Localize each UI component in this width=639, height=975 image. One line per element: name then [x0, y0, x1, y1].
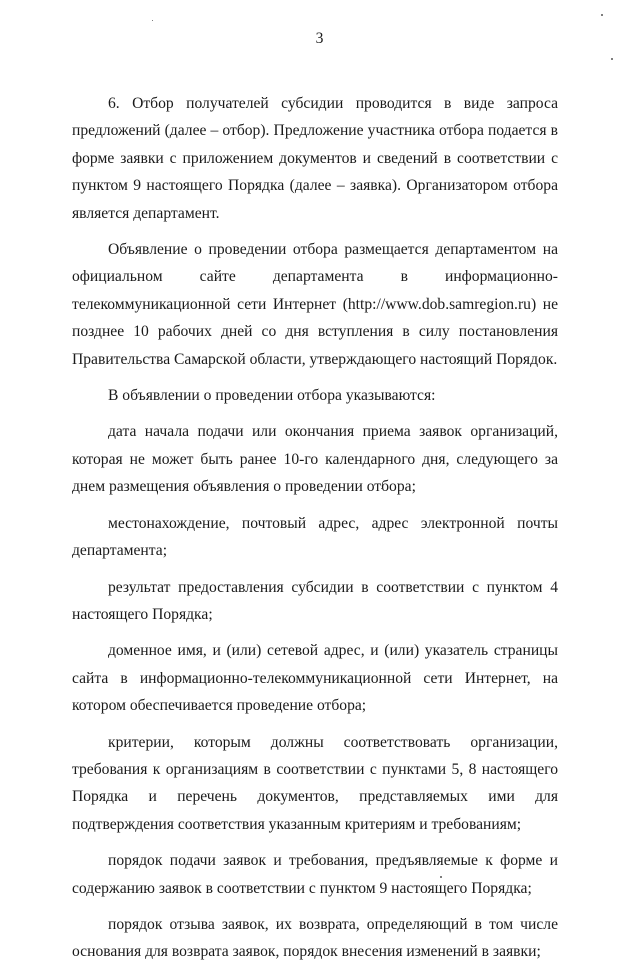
- paragraph-department-address: местонахождение, почтовый адрес, адрес электронной почты департамента;: [72, 514, 558, 560]
- paragraph-criteria: критерии, которым должны соответствовать организации, требования к организациям в соответствии с пунктами 5, 8 настоящего Порядка и перечень документов, представляемых ими для подтверждения соответствия указанным критериям и требованиям;: [72, 733, 558, 833]
- paragraph-submission-procedure: порядок подачи заявок и требования, предъявляемые к форме и содержанию заявок в соответствии с пунктом 9 настоящего Порядка;: [72, 852, 558, 897]
- scan-speck: [611, 58, 613, 60]
- paragraph-announcement-placement: Объявление о проведении отбора размещается департаментом на официальном сайте департамента в информационно-телекоммуникационной сети Интернет (http://www.dob.samregion.ru) не позднее 10 рабочих дней со дня вступления в силу постановления Правительства Самарской области, утверждающего настоящий Порядок.: [72, 241, 558, 368]
- paragraph-announcement-contents: В объявлении о проведении отбора указываются:: [108, 387, 436, 405]
- paragraph-application-dates: дата начала подачи или окончания приема заявок организаций, которая не может быть ранее 10-го календарного дня, следующего за днем размещения объявления о проведении отбора;: [72, 423, 558, 496]
- page-number: 3: [315, 30, 324, 47]
- paragraph-subsidy-result: результат предоставления субсидии в соответствии с пунктом 4 настоящего Порядка;: [72, 578, 558, 623]
- paragraph-selection-method: 6. Отбор получателей субсидии проводится в виде запроса предложений (далее – отбор). Предложение участника отбора подается в форме заявки с приложением документов и сведений в соответствии с пунктом 9 настоящего Порядка (далее – заявка). Организатором отбора является департамент.: [72, 95, 558, 222]
- scan-speck: [601, 14, 603, 16]
- paragraph-withdrawal-procedure: порядок отзыва заявок, их возврата, определяющий в том числе основания для возврата заявок, порядок внесения изменений в заявки;: [72, 915, 558, 961]
- scan-speck: [152, 20, 153, 21]
- document-body: [72, 90, 558, 975]
- paragraph-domain-name: доменное имя, и (или) сетевой адрес, и (или) указатель страницы сайта в информационно-телекоммуникационной сети Интернет, на котором обеспечивается проведение отбора;: [72, 642, 558, 715]
